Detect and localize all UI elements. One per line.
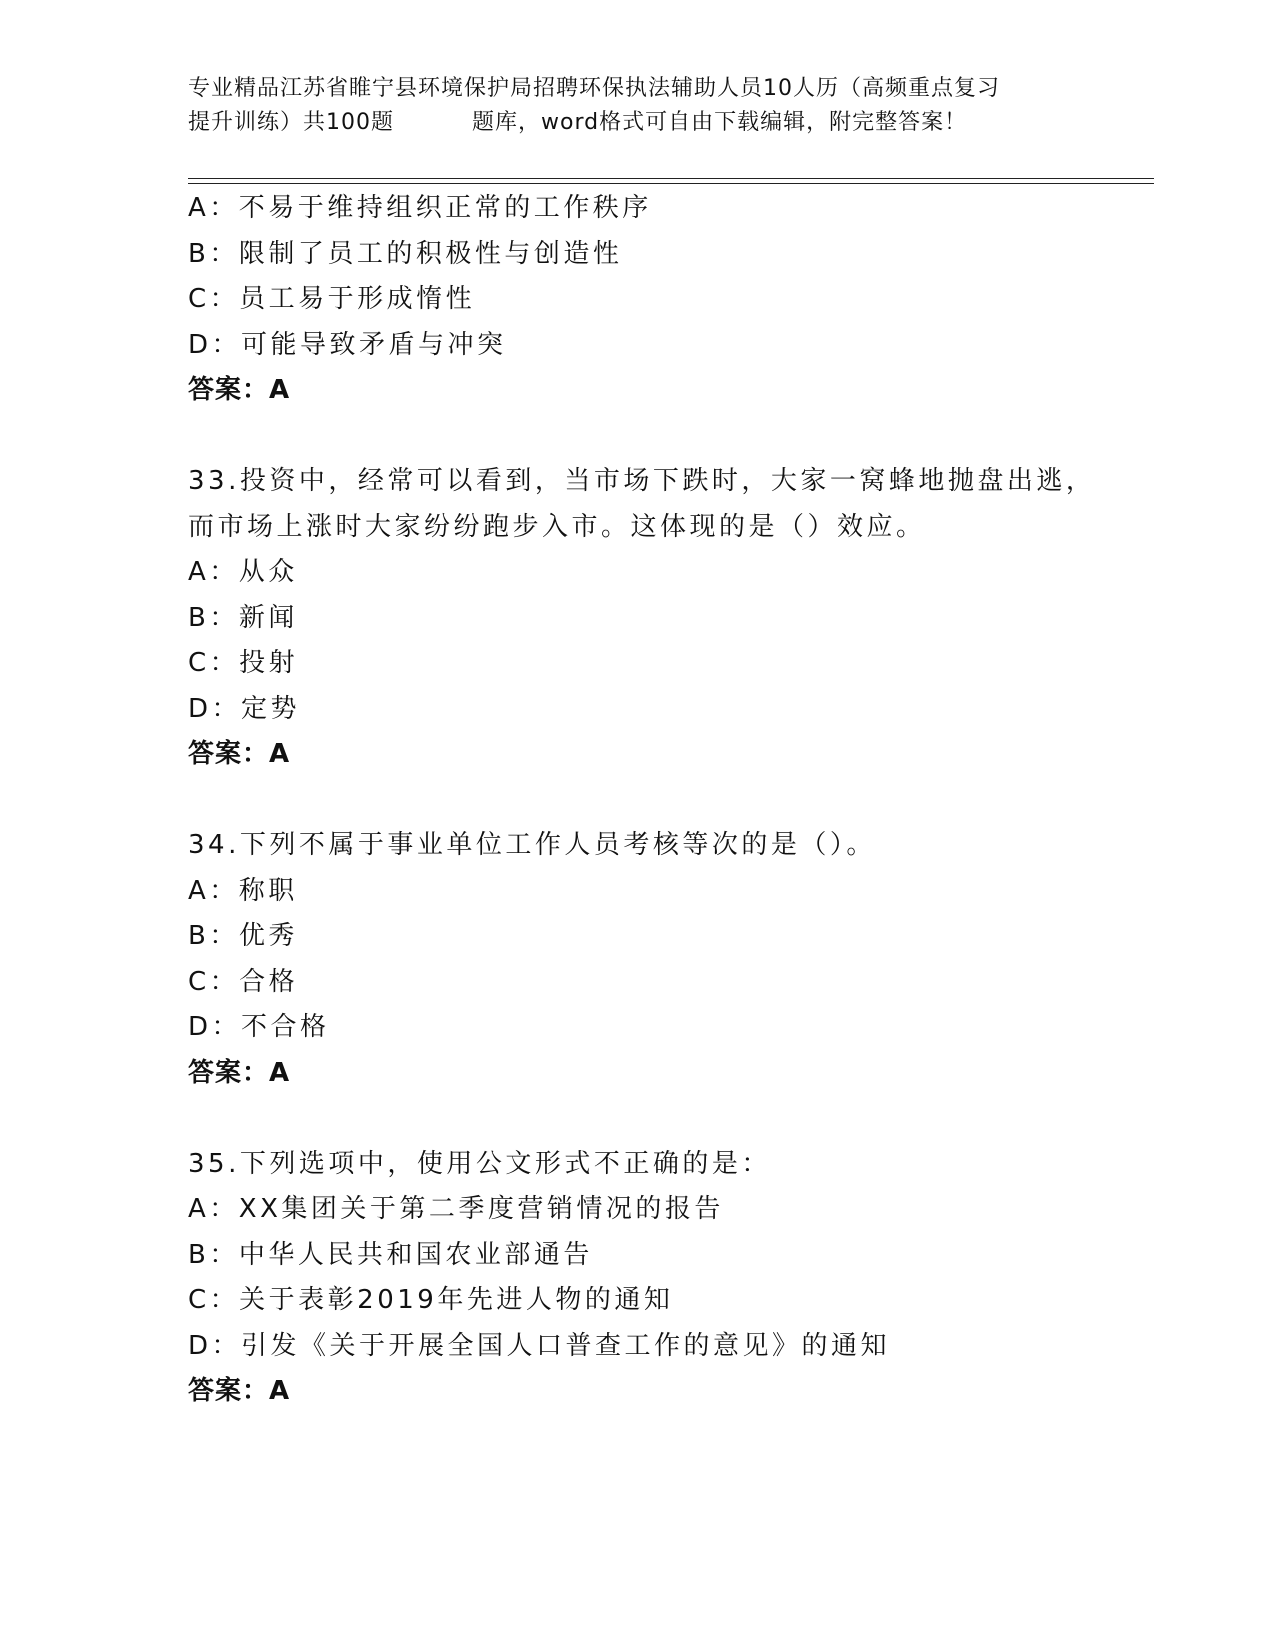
answer: 答案：A [188,1057,291,1088]
option-b: B：新闻 [188,602,298,633]
option-a: A：XX集团关于第二季度营销情况的报告 [188,1194,724,1224]
option-c: C：关于表彰2019年先进人物的通知 [188,1285,674,1315]
option-d: D：定势 [188,693,301,724]
question-list [188,186,1148,1415]
option-b: B：限制了员工的积极性与创造性 [188,238,623,269]
header-divider-top [188,178,1154,179]
question-33 [188,459,1148,778]
option-c: C：合格 [188,966,299,997]
option-b: B：中华人民共和国农业部通告 [188,1239,593,1270]
question-34 [188,823,1148,1096]
option-c: C：投射 [188,648,299,678]
header-line-2 [188,106,1068,140]
question-gap [188,778,1148,824]
answer: 答案：A [188,739,291,769]
document-header [188,72,1068,140]
header-line-2-part-a: 提升训练）共100题 [188,110,394,135]
option-d: D：可能导致矛盾与冲突 [188,329,507,360]
option-d: D：不合格 [188,1012,330,1042]
option-a: A：不易于维持组织正常的工作秩序 [188,193,652,223]
question-32 [188,186,1148,414]
option-d: D：引发《关于开展全国人口普查工作的意见》的通知 [188,1330,891,1361]
option-c: C：员工易于形成惰性 [188,284,476,314]
question-stem-line-2: 而市场上涨时大家纷纷跑步入市。这体现的是（）效应。 [188,511,926,542]
question-stem: 34.下列不属于事业单位工作人员考核等次的是（）。 [188,830,876,860]
option-a: A：称职 [188,875,298,906]
answer: 答案：A [188,375,291,405]
question-gap [188,414,1148,460]
question-stem-line-1: 33.投资中，经常可以看到，当市场下跌时，大家一窝蜂地抛盘出逃， [188,466,1096,496]
option-a: A：从众 [188,557,298,587]
question-35 [188,1142,1148,1415]
header-line-2-part-b: 题库，word格式可自由下载编辑，附完整答案！ [472,110,968,135]
header-divider-bottom [188,183,1154,184]
question-stem: 35.下列选项中，使用公文形式不正确的是： [188,1148,771,1179]
question-gap [188,1096,1148,1142]
header-line-1: 专业精品江苏省睢宁县环境保护局招聘环保执法辅助人员10人历（高频重点复习 [188,76,1000,101]
answer: 答案：A [188,1376,291,1406]
option-b: B：优秀 [188,921,298,951]
